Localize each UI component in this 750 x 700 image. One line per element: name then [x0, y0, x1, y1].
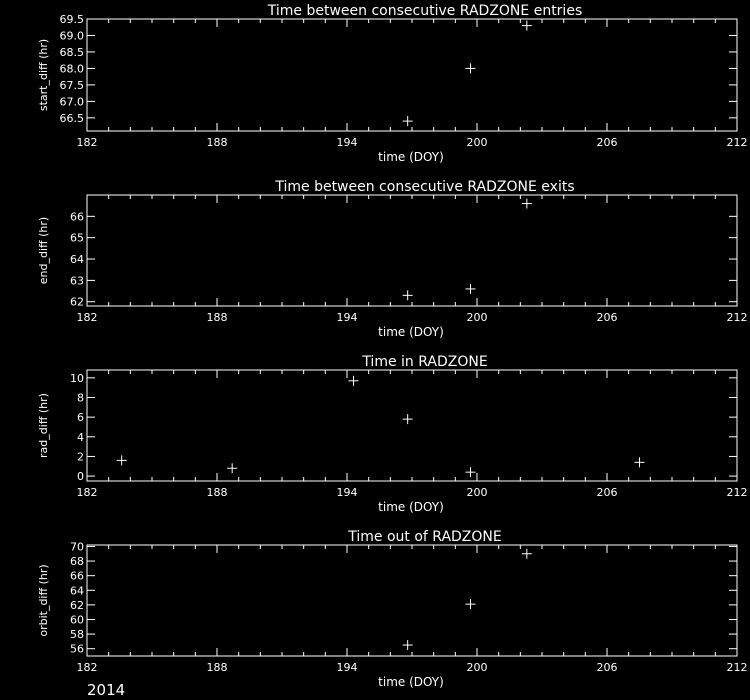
chart-title: Time between consecutive RADZONE entries: [267, 3, 583, 19]
y-tick-label: 65: [70, 231, 84, 245]
y-tick-label: 62: [70, 295, 84, 309]
x-tick-label: 194: [336, 486, 358, 499]
x-tick-label: 182: [76, 486, 98, 499]
y-tick-label: 64: [70, 253, 84, 267]
x-tick-label: 188: [206, 486, 228, 499]
data-point: [466, 599, 476, 609]
data-point: [522, 199, 532, 209]
y-tick-label: 56: [70, 642, 84, 656]
y-tick-label: 6: [77, 411, 84, 425]
x-axis-label: time (DOY): [378, 150, 444, 164]
x-axis-label: time (DOY): [378, 325, 444, 339]
x-tick-label: 200: [466, 661, 488, 674]
y-tick-label: 63: [70, 274, 84, 288]
y-tick-label: 69.5: [59, 13, 84, 26]
y-tick-label: 66: [70, 569, 84, 583]
y-tick-label: 58: [70, 628, 84, 642]
data-point: [349, 376, 359, 386]
y-tick-label: 67.0: [59, 95, 84, 109]
x-tick-label: 200: [466, 486, 488, 499]
x-axis-label: time (DOY): [378, 500, 444, 514]
x-tick-label: 188: [206, 311, 228, 324]
chart-title: Time between consecutive RADZONE exits: [275, 179, 575, 195]
y-tick-label: 2: [77, 450, 84, 464]
y-tick-label: 70: [70, 540, 84, 554]
chart-panel-3: [37, 354, 748, 514]
y-tick-label: 64: [70, 584, 84, 598]
y-axis-label: orbit_diff (hr): [37, 564, 50, 637]
chart-panel-4: [37, 529, 748, 689]
data-point: [403, 414, 413, 424]
x-tick-label: 200: [466, 311, 488, 324]
y-tick-label: 68: [70, 555, 84, 569]
chart-panel-2: [37, 179, 748, 339]
data-point: [635, 457, 645, 467]
chart-panel-1: [37, 3, 748, 164]
x-tick-label: 212: [726, 311, 748, 324]
x-tick-label: 206: [596, 311, 618, 324]
x-tick-label: 206: [596, 661, 618, 674]
data-point: [227, 463, 237, 473]
y-tick-label: 10: [70, 371, 84, 385]
chart-title: Time out of RADZONE: [348, 529, 502, 545]
x-axis-label: time (DOY): [378, 675, 444, 689]
y-tick-label: 69.0: [59, 29, 84, 43]
x-tick-label: 182: [76, 136, 98, 149]
data-point: [522, 549, 532, 559]
x-tick-label: 182: [76, 311, 98, 324]
y-tick-label: 0: [77, 470, 84, 484]
x-tick-label: 212: [726, 136, 748, 149]
data-point: [522, 21, 532, 31]
y-tick-label: 68.0: [59, 62, 84, 76]
data-point: [466, 467, 476, 477]
footer-year: 2014: [87, 681, 126, 699]
x-tick-label: 194: [336, 661, 358, 674]
y-axis-label: start_diff (hr): [37, 38, 50, 112]
y-tick-label: 4: [77, 430, 84, 444]
x-tick-label: 200: [466, 136, 488, 149]
x-tick-label: 212: [726, 661, 748, 674]
y-tick-label: 68.5: [59, 45, 84, 59]
data-point: [403, 116, 413, 126]
y-axis-label: end_diff (hr): [37, 216, 50, 285]
x-tick-label: 194: [336, 136, 358, 149]
x-tick-label: 206: [596, 136, 618, 149]
data-point: [466, 284, 476, 294]
data-point: [403, 290, 413, 300]
x-tick-label: 206: [596, 486, 618, 499]
data-point: [403, 640, 413, 650]
data-point: [466, 63, 476, 73]
y-tick-label: 66.5: [59, 111, 84, 125]
x-tick-label: 188: [206, 661, 228, 674]
y-tick-label: 67.5: [59, 78, 84, 92]
plot-frame: [87, 195, 737, 306]
y-tick-label: 60: [70, 613, 84, 627]
plot-frame: [87, 545, 737, 656]
y-tick-label: 62: [70, 598, 84, 612]
chart-title: Time in RADZONE: [362, 354, 488, 370]
plot-frame: [87, 19, 737, 131]
x-tick-label: 182: [76, 661, 98, 674]
data-point: [117, 455, 127, 465]
x-tick-label: 212: [726, 486, 748, 499]
x-tick-label: 188: [206, 136, 228, 149]
y-tick-label: 8: [77, 391, 84, 405]
y-axis-label: rad_diff (hr): [37, 393, 50, 458]
y-tick-label: 66: [70, 210, 84, 224]
x-tick-label: 194: [336, 311, 358, 324]
